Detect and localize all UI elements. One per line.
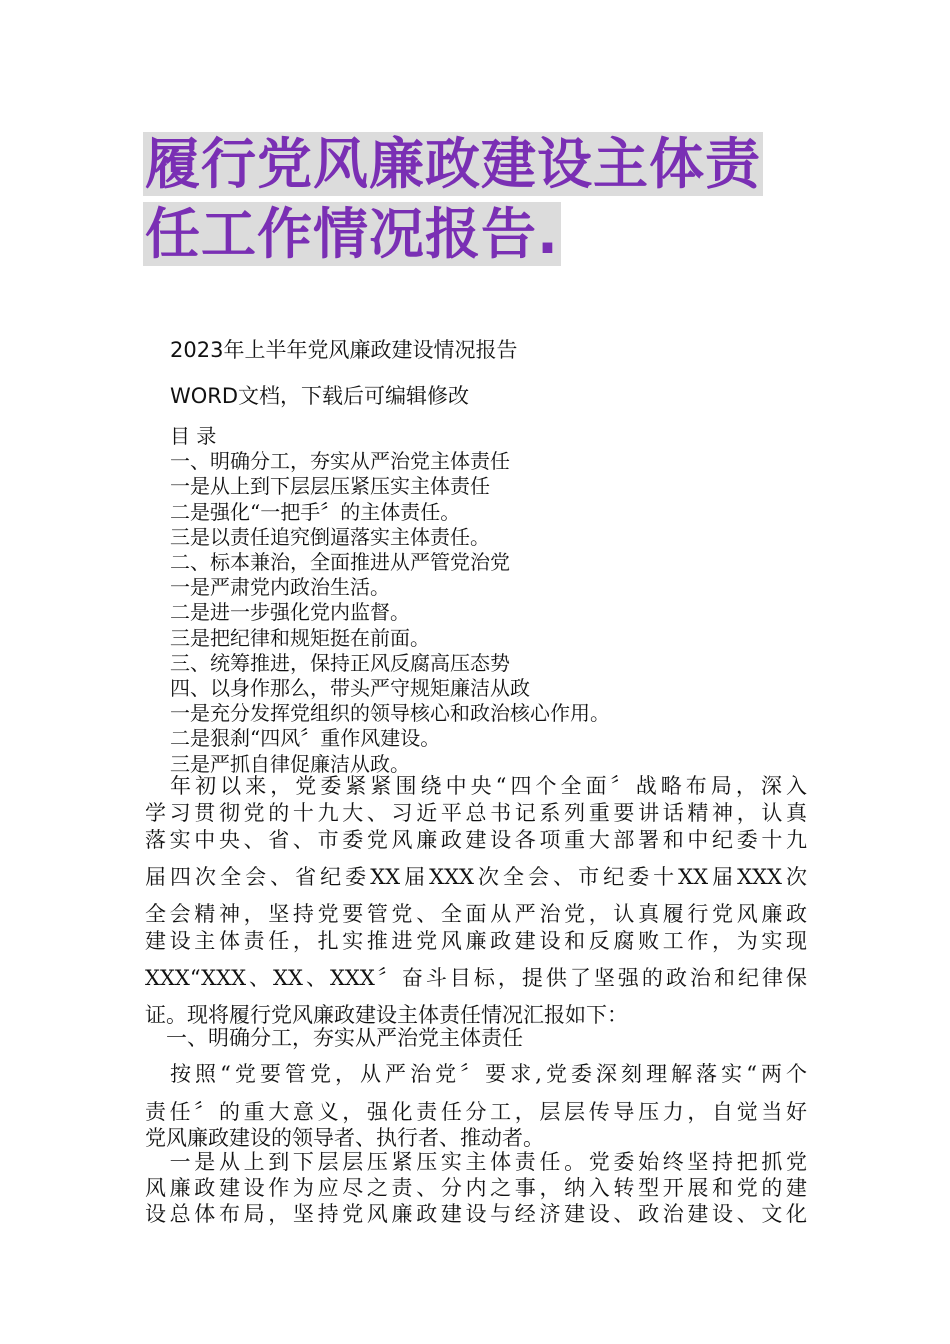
paragraph-line: 落实中央、省、市委党风廉政建设各项重大部署和中纪委十九 — [145, 828, 807, 852]
section-heading-1 — [145, 1022, 807, 1050]
table-of-contents — [170, 424, 610, 777]
editable-note: WORD文档，下载后可编辑修改 — [170, 384, 470, 408]
toc-item: 三是严抓自律促廉洁从政。 — [170, 751, 410, 776]
toc-item: 三、统筹推进，保持正风反腐高压态势 — [170, 650, 510, 675]
paragraph-line: XXX“XXX、XX、XXX〞奋斗目标，提供了坚强的政治和纪律保 — [145, 966, 807, 990]
toc-item: 二是强化“一把手〞的主体责任。 — [170, 499, 461, 524]
paragraph-line: 学习贯彻党的十九大、习近平总书记系列重要讲话精神，认真 — [145, 801, 807, 825]
document-title-line-2: 任工作情况报告. — [145, 202, 559, 266]
paragraph-line: 届四次全会、省纪委XX届XXX次全会、市纪委十XX届XXX次 — [145, 865, 807, 889]
toc-item: 二是进一步强化党内监督。 — [170, 600, 410, 625]
toc-item: 一是充分发挥党组织的领导核心和政治核心作用。 — [170, 701, 610, 726]
paragraph-line: 全会精神，坚持党要管党、全面从严治党，认真履行党风廉政 — [145, 902, 807, 926]
paragraph-line: 一是从上到下层层压紧压实主体责任。党委始终坚持把抓党 — [145, 1150, 807, 1174]
toc-item: 一是严肃党内政治生活。 — [170, 575, 390, 600]
toc-item: 一、明确分工，夯实从严治党主体责任 — [170, 449, 510, 474]
paragraph-line: 责任〞的重大意义，强化责任分工，层层传导压力，自觉当好 — [145, 1100, 807, 1124]
paragraph-line: 建设主体责任，扎实推进党风廉政建设和反腐败工作，为实现 — [145, 929, 807, 953]
toc-item: 一是从上到下层层压紧压实主体责任 — [170, 474, 490, 499]
paragraph-line: 年初以来，党委紧紧围绕中央“四个全面〞战略布局，深入 — [145, 774, 807, 798]
toc-item: 四、以身作那么，带头严守规矩廉洁从政 — [170, 676, 530, 701]
toc-item: 二是狠刹“四风〞重作风建设。 — [170, 726, 441, 751]
paragraph-line: 按照“党要管党，从严治党〞要求,党委深刻理解落实“两个 — [145, 1062, 807, 1086]
paragraph-line: 设总体布局，坚持党风廉政建设与经济建设、政治建设、文化 — [145, 1202, 807, 1226]
section-heading-text: 一、明确分工，夯实从严治党主体责任 — [145, 1026, 523, 1050]
toc-item: 二、标本兼治，全面推进从严管党治党 — [170, 550, 510, 575]
paragraph-line: 风廉政建设作为应尽之责、分内之事，纳入转型开展和党的建 — [145, 1176, 807, 1200]
toc-item: 三是把纪律和规矩挺在前面。 — [170, 625, 430, 650]
paragraph-line: 党风廉政建设的领导者、执行者、推动者。 — [145, 1126, 544, 1150]
toc-item: 三是以责任追究倒逼落实主体责任。 — [170, 524, 490, 549]
paragraph-line: 证。现将履行党风廉政建设主体责任情况汇报如下： — [145, 1003, 628, 1027]
document-title-line-1: 履行党风廉政建设主体责 — [145, 132, 762, 196]
report-subtitle: 2023年上半年党风廉政建设情况报告 — [170, 338, 518, 362]
toc-heading: 目 录 — [170, 424, 217, 448]
